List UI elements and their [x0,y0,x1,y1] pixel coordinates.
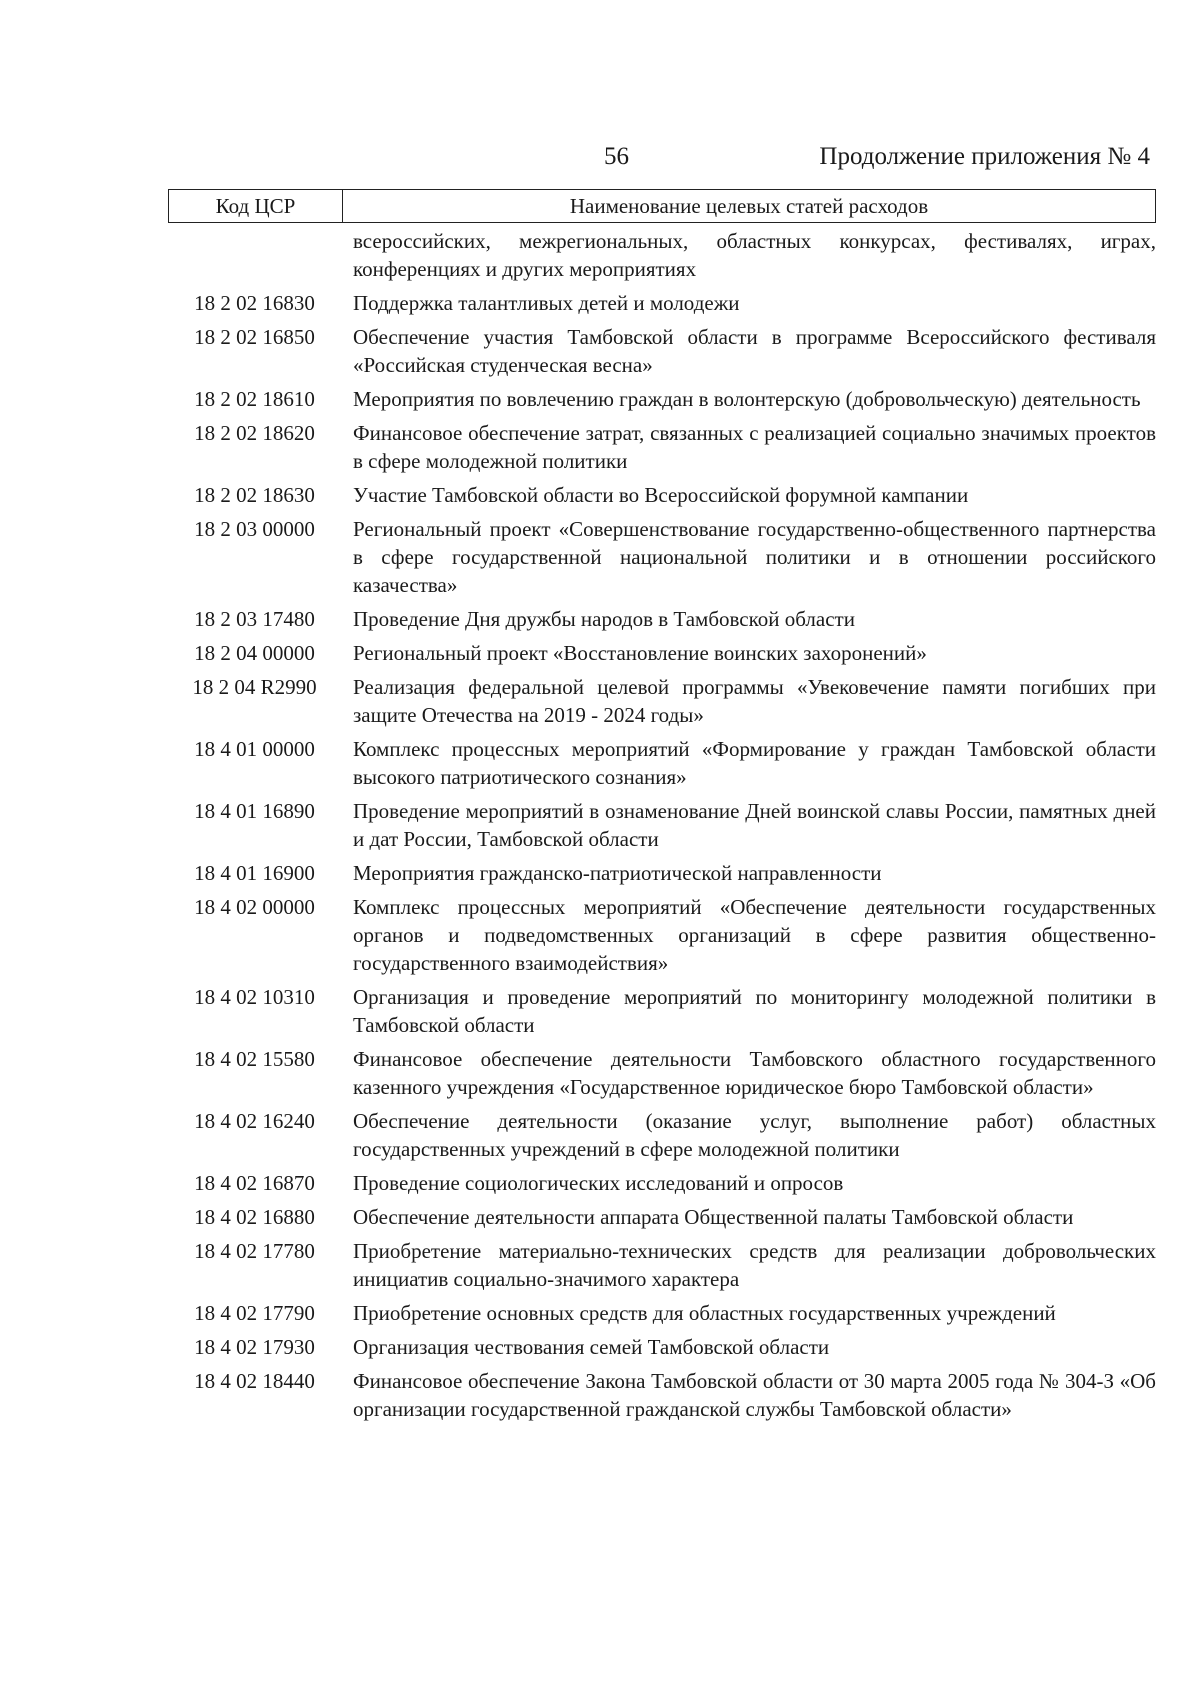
table-row [168,323,1156,379]
table-row [168,227,1156,283]
row-name: Поддержка талантливых детей и молодежи [353,291,740,315]
table-row [168,735,1156,791]
table-row [168,1169,1156,1197]
column-header-code: Код ЦСР [169,190,343,222]
table-row [168,419,1156,475]
row-code: 18 2 02 18620 [194,421,315,445]
row-name: Участие Тамбовской области во Всероссийской форумной кампании [353,483,969,507]
table-row [168,605,1156,633]
table-row [168,289,1156,317]
column-header-name: Наименование целевых статей расходов [569,193,929,218]
row-name: Приобретение материально-технических средств для реализации добровольческих инициатив социально-значимого характера [353,1239,1156,1291]
row-code: 18 2 02 16850 [194,325,315,349]
row-name: Комплекс процессных мероприятий «Обеспечение деятельности государственных органов и подведомственных организаций в сфере развития общественно-государственного взаимодействия» [353,895,1156,975]
table-row [168,1107,1156,1163]
table-row [168,1333,1156,1361]
row-code: 18 2 03 17480 [194,607,315,631]
row-code: 18 4 01 00000 [194,737,315,761]
row-name: Обеспечение участия Тамбовской области в программе Всероссийского фестиваля «Российская студенческая весна» [353,325,1156,377]
row-code: 18 4 02 00000 [194,895,315,919]
row-code: 18 4 02 17790 [194,1301,315,1325]
table-row [168,893,1156,977]
row-code: 18 2 04 00000 [194,641,315,665]
table-row [168,481,1156,509]
row-name: Реализация федеральной целевой программы «Увековечение памяти погибших при защите Отечества на 2019 - 2024 годы» [353,675,1156,727]
row-name: Финансовое обеспечение Закона Тамбовской области от 30 марта 2005 года № 304-З «Об организации государственной гражданской службы Тамбовской области» [353,1369,1156,1421]
row-name: Организация и проведение мероприятий по мониторингу молодежной политики в Тамбовской области [353,985,1156,1037]
table-row [168,1203,1156,1231]
row-name: Мероприятия по вовлечению граждан в волонтерскую (добровольческую) деятельность [353,387,1141,411]
row-code: 18 2 02 18630 [194,483,315,507]
row-code: 18 4 02 16240 [194,1109,315,1133]
row-code: 18 2 02 18610 [194,387,315,411]
row-name: Обеспечение деятельности аппарата Общественной палаты Тамбовской области [353,1205,1074,1229]
row-code: 18 4 02 17780 [194,1239,315,1263]
table-row [168,859,1156,887]
table-row [168,515,1156,599]
table-body [168,227,1156,1429]
row-name: Обеспечение деятельности (оказание услуг, выполнение работ) областных государственных учреждений в сфере молодежной политики [353,1109,1156,1161]
row-name: всероссийских, межрегиональных, областных конкурсах, фестивалях, играх, конференциях и других мероприятиях [353,229,1156,281]
row-name: Финансовое обеспечение деятельности Тамбовского областного государственного казенного учреждения «Государственное юридическое бюро Тамбовской области» [353,1047,1156,1099]
row-name: Региональный проект «Совершенствование государственно-общественного партнерства в сфере государственной национальной политики и в отношении российского казачества» [353,517,1156,597]
row-code: 18 4 02 15580 [194,1047,315,1071]
row-code: 18 4 02 16870 [194,1171,315,1195]
row-name: Организация чествования семей Тамбовской области [353,1335,830,1359]
row-name: Проведение мероприятий в ознаменование Дней воинской славы России, памятных дней и дат России, Тамбовской области [353,799,1156,851]
table-row [168,797,1156,853]
table-row [168,673,1156,729]
row-name: Проведение Дня дружбы народов в Тамбовской области [353,607,855,631]
table-row [168,1367,1156,1423]
table-row [168,385,1156,413]
table-row [168,1237,1156,1293]
appendix-continuation-title: Продолжение приложения № 4 [819,143,1150,170]
table-row [168,639,1156,667]
row-code: 18 2 04 R2990 [192,675,317,699]
row-code: 18 4 01 16890 [194,799,315,823]
row-code [168,227,341,283]
table-row [168,1299,1156,1327]
row-code: 18 2 02 16830 [194,291,315,315]
row-name: Региональный проект «Восстановление воинских захоронений» [353,641,927,665]
row-code: 18 4 02 18440 [194,1369,315,1393]
row-code: 18 4 02 16880 [194,1205,315,1229]
table-header [168,189,1156,223]
row-code: 18 2 03 00000 [194,517,315,541]
table-row [168,983,1156,1039]
row-name: Мероприятия гражданско-патриотической направленности [353,861,882,885]
row-name: Приобретение основных средств для областных государственных учреждений [353,1301,1056,1325]
row-name: Финансовое обеспечение затрат, связанных с реализацией социально значимых проектов в сфере молодежной политики [353,421,1156,473]
row-code: 18 4 02 10310 [194,985,315,1009]
row-name: Комплекс процессных мероприятий «Формирование у граждан Тамбовской области высокого патриотического сознания» [353,737,1156,789]
row-name: Проведение социологических исследований и опросов [353,1171,844,1195]
row-code: 18 4 02 17930 [194,1335,315,1359]
table-row [168,1045,1156,1101]
row-code: 18 4 01 16900 [194,861,315,885]
page-number: 56 [604,143,629,170]
